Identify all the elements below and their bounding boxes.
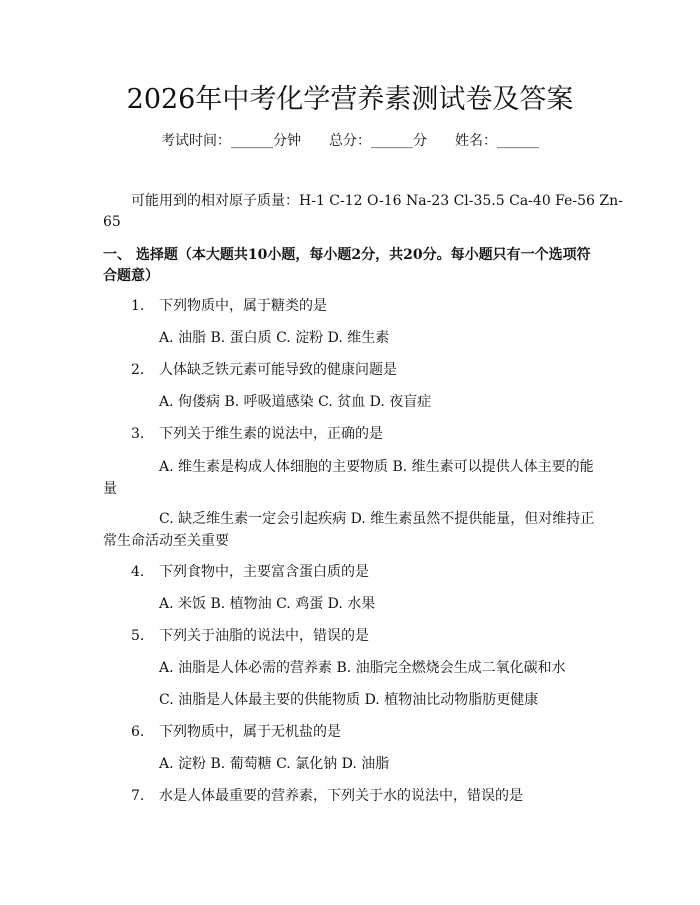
question-2-options: A. 佝偻病 B. 呼吸道感染 C. 贫血 D. 夜盲症 (159, 394, 432, 410)
question-3-options-ab: A. 维生素是构成人体细胞的主要物质 B. 维生素可以提供人体主要的能 (159, 459, 594, 475)
question-number: 2. (131, 362, 145, 378)
section-heading: 一、 选择题（本大题共10小题，每小题2分，共20分。每小题只有一个选项符 (103, 247, 591, 263)
question-number: 4. (131, 564, 145, 580)
question-4-options: A. 米饭 B. 植物油 C. 鸡蛋 D. 水果 (159, 596, 376, 612)
page-title: 2026年中考化学营养素测试卷及答案 (126, 84, 574, 115)
question-3-options-ab-cont: 量 (103, 481, 117, 497)
question-5-options-cd: C. 油脂是人体最主要的供能物质 D. 植物油比动物脂肪更健康 (159, 692, 539, 708)
question-number: 3. (131, 426, 145, 442)
atomic-mass-line: 可能用到的相对原子质量：H-1 C-12 O-16 Na-23 Cl-35.5 Ca-40 Fe-56 Zn- (131, 193, 623, 209)
question-number: 1. (131, 298, 145, 314)
exam-time: 考试时间：______分钟 (161, 133, 301, 149)
section-heading-cont: 合题意） (103, 268, 159, 284)
question-1 (131, 296, 327, 316)
question-stem: 下列物质中，属于糖类的是 (159, 298, 327, 314)
question-1-options: A. 油脂 B. 蛋白质 C. 淀粉 D. 维生素 (159, 330, 390, 346)
question-stem: 水是人体最重要的营养素，下列关于水的说法中，错误的是 (159, 788, 523, 804)
question-stem: 下列关于维生素的说法中，正确的是 (159, 426, 383, 442)
exam-meta (0, 131, 700, 151)
question-3-options-cd: C. 缺乏维生素一定会引起疾病 D. 维生素虽然不提供能量，但对维持正 (159, 511, 595, 527)
question-number: 6. (131, 724, 145, 740)
question-6-options: A. 淀粉 B. 葡萄糖 C. 氯化钠 D. 油脂 (159, 756, 390, 772)
question-stem: 下列关于油脂的说法中，错误的是 (159, 628, 369, 644)
question-stem: 下列物质中，属于无机盐的是 (159, 724, 341, 740)
question-5 (131, 626, 369, 646)
student-name: 姓名：______ (455, 133, 539, 149)
question-3-options-cd-cont: 常生命活动至关重要 (103, 533, 229, 549)
question-stem: 人体缺乏铁元素可能导致的健康问题是 (159, 362, 397, 378)
exam-score: 总分：______分 (329, 133, 427, 149)
question-7 (131, 786, 523, 806)
question-2 (131, 360, 397, 380)
question-6 (131, 722, 341, 742)
question-5-options-ab: A. 油脂是人体必需的营养素 B. 油脂完全燃烧会生成二氧化碳和水 (159, 660, 566, 676)
question-stem: 下列食物中，主要富含蛋白质的是 (159, 564, 369, 580)
question-4 (131, 562, 369, 582)
question-3 (131, 424, 383, 444)
atomic-mass-line-cont: 65 (103, 214, 121, 230)
question-number: 5. (131, 628, 145, 644)
question-number: 7. (131, 788, 145, 804)
